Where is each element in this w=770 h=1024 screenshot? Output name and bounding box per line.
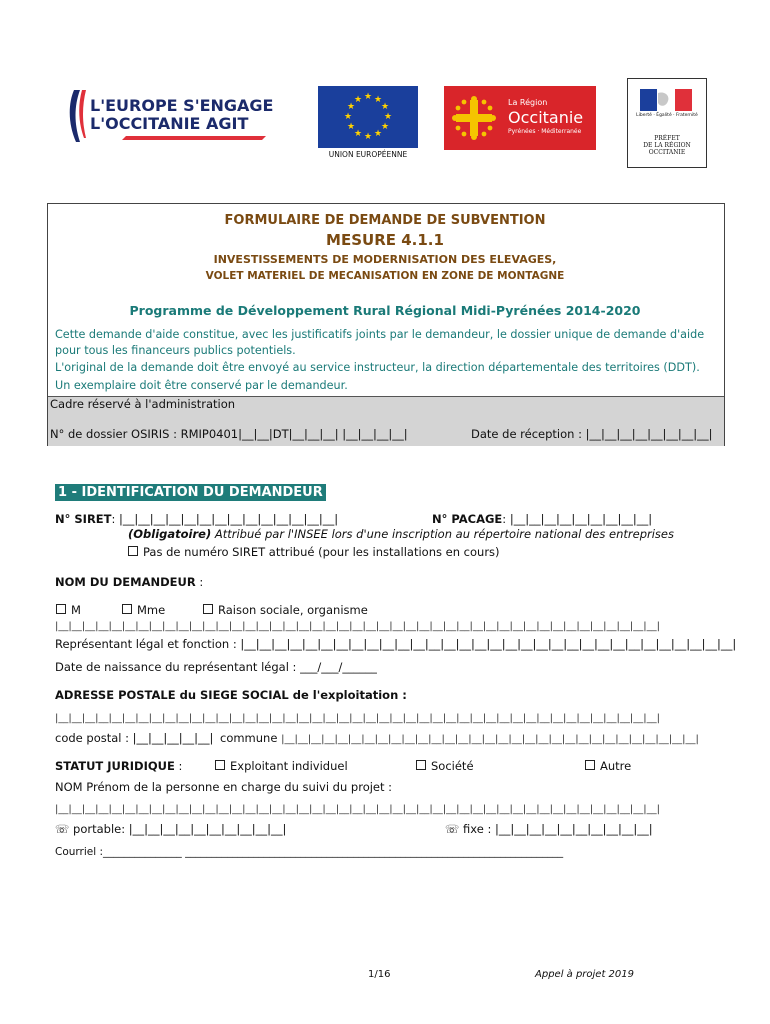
- intro-line2: pour tous les financeurs publics potentiels.: [55, 344, 296, 357]
- exploitant-label: Exploitant individuel: [230, 759, 348, 773]
- portable-field[interactable]: portable: |__|__|__|__|__|__|__|__|__|__|: [69, 822, 287, 836]
- siret-row: [55, 512, 338, 527]
- siret-label: N° SIRET: [55, 512, 112, 526]
- pacage-field[interactable]: : |__|__|__|__|__|__|__|__|__|: [502, 512, 653, 526]
- portable-row: [55, 822, 286, 837]
- obligatoire-label: (Obligatoire): [128, 527, 212, 541]
- adresse-heading: ADRESSE POSTALE du SIEGE SOCIAL de l'exploitation :: [55, 688, 407, 702]
- raison-label: Raison sociale, organisme: [218, 603, 368, 617]
- occ-name: Occitanie: [508, 108, 584, 127]
- nom-colon: :: [195, 575, 204, 589]
- svg-text:★: ★: [380, 122, 390, 132]
- occ-sub: Pyrénées · Méditerranée: [508, 128, 582, 135]
- svg-text:★: ★: [373, 95, 383, 105]
- civility-m[interactable]: [56, 603, 81, 618]
- representant-field[interactable]: Représentant légal et fonction : |__|__|__|__|__|__|__|__|__|__|__|__|__|__|__|__|__|__|__|__|__|__|__|__|__|__|__|__|__|__|__|__|: [55, 637, 737, 651]
- civility-raison[interactable]: [203, 603, 368, 618]
- svg-text:★: ★: [380, 102, 390, 112]
- no-siret-option[interactable]: [128, 545, 500, 560]
- europe-line2: L'OCCITANIE AGIT: [90, 114, 249, 133]
- nom-demandeur-heading: [55, 575, 203, 590]
- occitan-cross-icon: [452, 96, 496, 140]
- statut-societe[interactable]: [416, 759, 474, 774]
- volet-title: VOLET MATERIEL DE MECANISATION EN ZONE DE MONTAGNE: [205, 270, 565, 282]
- europe-line1: L'EUROPE S'ENGAGE: [90, 96, 274, 115]
- code-postal-label: code postal :: [55, 731, 133, 745]
- commune-row: [220, 731, 699, 747]
- pacage-row: [432, 512, 652, 527]
- pref-line3: OCCITANIE: [648, 149, 686, 156]
- nom-label: NOM DU DEMANDEUR: [55, 575, 196, 589]
- svg-text:★: ★: [346, 122, 356, 132]
- svg-text:★: ★: [353, 95, 363, 105]
- suivi-field[interactable]: |__|__|__|__|__|__|__|__|__|__|__|__|__|__|__|__|__|__|__|__|__|__|__|__|__|__|__|__|__|__|__|__|__|__|__|__|__|__|__|__|__|__|__|__|__|: [55, 804, 660, 815]
- programme-title: Programme de Développement Rural Régional Midi-Pyrénées 2014-2020: [129, 303, 641, 318]
- svg-text:★: ★: [353, 129, 363, 139]
- commune-label: commune: [220, 731, 282, 745]
- mme-checkbox[interactable]: [122, 604, 132, 614]
- svg-text:★: ★: [383, 112, 393, 122]
- eu-caption: UNION EUROPÉENNE: [328, 150, 408, 159]
- statut-autre[interactable]: [585, 759, 631, 774]
- autre-label: Autre: [600, 759, 632, 773]
- fixe-field[interactable]: fixe : |__|__|__|__|__|__|__|__|__|__|: [459, 822, 653, 836]
- suivi-label: NOM Prénom de la personne en charge du suivi du projet :: [55, 780, 393, 794]
- fixe-row: [445, 822, 653, 837]
- europe-occitanie-logo: [66, 84, 298, 146]
- phone-icon: ☏: [55, 822, 70, 836]
- svg-text:★: ★: [373, 129, 383, 139]
- siret-field[interactable]: : |__|__|__|__|__|__|__|__|__|__|__|__|__|__|: [111, 512, 339, 526]
- page-number: 1/16: [368, 969, 391, 980]
- autre-checkbox[interactable]: [585, 760, 595, 770]
- statut-colon: :: [174, 759, 183, 773]
- code-postal-row: [55, 731, 213, 746]
- occitanie-logo: [444, 86, 596, 150]
- commune-field[interactable]: |__|__|__|__|__|__|__|__|__|__|__|__|__|__|__|__|__|__|__|__|__|__|__|__|__|__|__|__|__|__|__|: [281, 734, 699, 745]
- reception-date-field[interactable]: Date de réception : |__|__|__|__|__|__|__|__|: [471, 427, 713, 441]
- osiris-field[interactable]: N° de dossier OSIRIS : RMIP0401|__|__|DT|__|__|__| |__|__|__|__|: [50, 427, 408, 441]
- statut-heading: [55, 759, 182, 774]
- raison-checkbox[interactable]: [203, 604, 213, 614]
- exploitant-checkbox[interactable]: [215, 760, 225, 770]
- nom-field[interactable]: |__|__|__|__|__|__|__|__|__|__|__|__|__|__|__|__|__|__|__|__|__|__|__|__|__|__|__|__|__|__|__|__|__|__|__|__|__|__|__|__|__|__|__|__|__|: [55, 621, 660, 632]
- marianne-icon: [640, 89, 692, 111]
- pacage-label: N° PACAGE: [432, 512, 503, 526]
- occ-top: La Région: [508, 98, 548, 107]
- pref-motto: Liberté · Égalité · Fraternité: [636, 113, 698, 118]
- svg-text:★: ★: [346, 102, 356, 112]
- pref-line1: PRÉFET: [654, 135, 680, 142]
- statut-label: STATUT JURIDIQUE: [55, 759, 175, 773]
- courriel-field[interactable]: Courriel :_______________ ________________________________________________________________________: [55, 846, 564, 858]
- m-checkbox[interactable]: [56, 604, 66, 614]
- code-postal-field[interactable]: |__|__|__|__|__|: [132, 731, 214, 745]
- civility-mme[interactable]: [122, 603, 165, 618]
- intro-line4: Un exemplaire doit être conservé par le demandeur.: [55, 379, 348, 392]
- no-siret-label: Pas de numéro SIRET attribué (pour les installations en cours): [143, 545, 500, 559]
- mesure-title: MESURE 4.1.1: [326, 231, 444, 249]
- form-title: FORMULAIRE DE DEMANDE DE SUBVENTION: [224, 213, 546, 228]
- societe-label: Société: [431, 759, 474, 773]
- mme-label: Mme: [137, 603, 166, 617]
- landline-icon: ☏: [445, 822, 460, 836]
- svg-text:★: ★: [363, 92, 373, 102]
- intro-line3: L'original de la demande doit être envoyé au service instructeur, la direction départementale des territoires (DDT).: [55, 361, 700, 374]
- investissements-title: INVESTISSEMENTS DE MODERNISATION DES ELEVAGES,: [213, 253, 557, 266]
- insee-text: Attribué par l'INSEE lors d'une inscription au répertoire national des entreprises: [211, 527, 674, 541]
- societe-checkbox[interactable]: [416, 760, 426, 770]
- eu-stars-icon: [318, 86, 418, 148]
- pref-text: [628, 135, 706, 156]
- section-identification-title: 1 - IDENTIFICATION DU DEMANDEUR: [55, 484, 326, 501]
- statut-exploitant[interactable]: [215, 759, 348, 774]
- m-label: M: [71, 603, 81, 617]
- pref-line2: DE LA RÉGION: [643, 142, 691, 149]
- admin-label: Cadre réservé à l'administration: [50, 397, 236, 411]
- svg-text:★: ★: [363, 132, 373, 142]
- appel-projet: Appel à projet 2019: [535, 969, 635, 980]
- adresse-field[interactable]: |__|__|__|__|__|__|__|__|__|__|__|__|__|__|__|__|__|__|__|__|__|__|__|__|__|__|__|__|__|__|__|__|__|__|__|__|__|__|__|__|__|__|__|__|__|: [55, 713, 660, 724]
- svg-text:★: ★: [343, 112, 353, 122]
- prefet-logo: [627, 78, 707, 168]
- naissance-field[interactable]: Date de naissance du représentant légal : ___/___/______: [55, 660, 377, 674]
- insee-note: [128, 527, 674, 542]
- intro-line1: Cette demande d'aide constitue, avec les justificatifs joints par le demandeur, le dossier unique de demande d'aide: [55, 328, 705, 341]
- eu-flag-logo: [318, 86, 418, 162]
- no-siret-checkbox[interactable]: [128, 546, 138, 556]
